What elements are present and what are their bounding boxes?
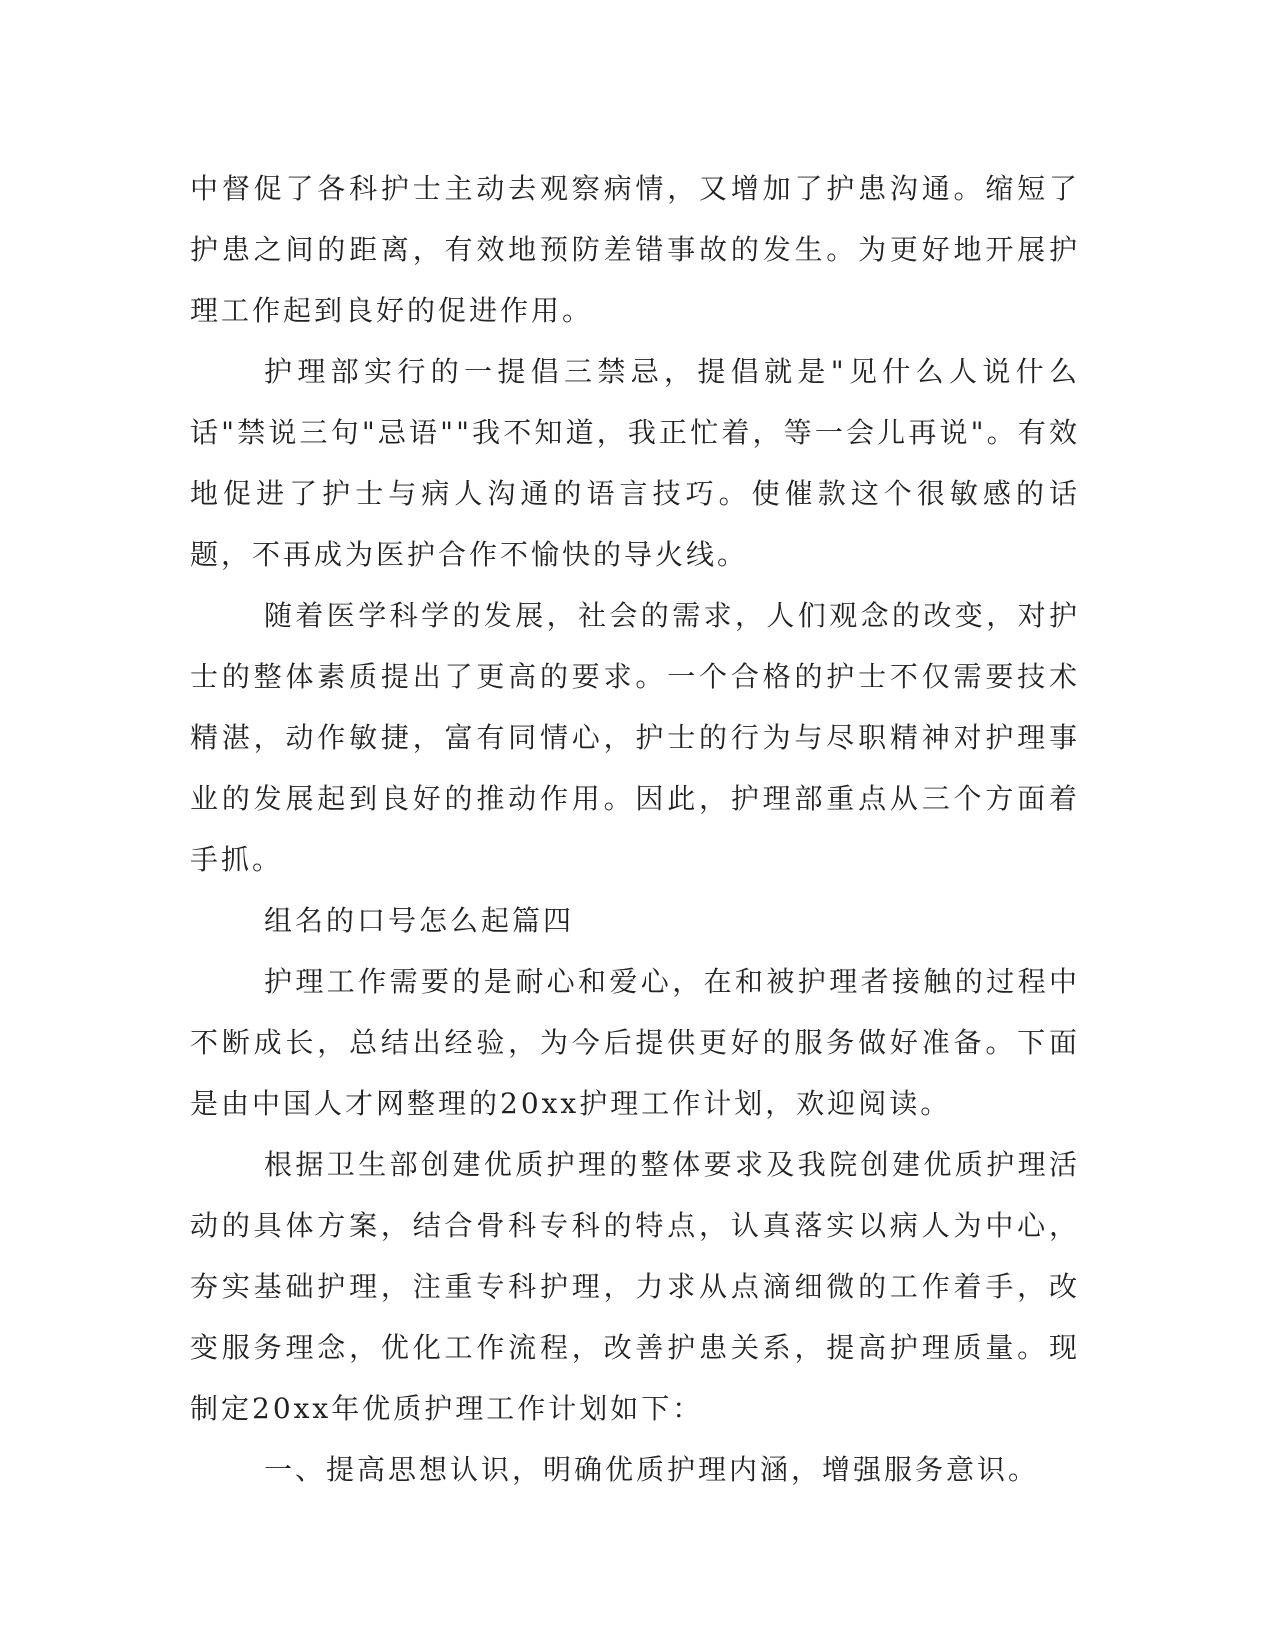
paragraph-intro: 护理工作需要的是耐心和爱心，在和被护理者接触的过程中不断成长，总结出经验，为今后提供更好的服务做好准备。下面是由中国人才网整理的20xx护理工作计划，欢迎阅读。	[190, 965, 1080, 1120]
paragraph-continued: 中督促了各科护士主动去观察病情，又增加了护患沟通。缩短了护患之间的距离，有效地预防差错事故的发生。为更好地开展护理工作起到良好的促进作用。	[190, 172, 1080, 327]
document-body	[190, 158, 1080, 1500]
paragraph-nurse-quality: 随着医学科学的发展，社会的需求，人们观念的改变，对护士的整体素质提出了更高的要求。一个合格的护士不仅需要技术精湛，动作敏捷，富有同情心，护士的行为与尽职精神对护理事业的发展起到良好的推动作用。因此，护理部重点从三个方面着手抓。	[190, 599, 1080, 876]
paragraph-plan-basis: 根据卫生部创建优质护理的整体要求及我院创建优质护理活动的具体方案，结合骨科专科的特点，认真落实以病人为中心，夯实基础护理，注重专科护理，力求从点滴细微的工作着手，改变服务理念，优化工作流程，改善护患关系，提高护理质量。现制定20xx年优质护理工作计划如下：	[190, 1148, 1080, 1425]
paragraph-one-advocate-three-taboos: 护理部实行的一提倡三禁忌，提倡就是"见什么人说什么话"禁说三句"忌语""我不知道，我正忙着，等一会儿再说"。有效地促进了护士与病人沟通的语言技巧。使催款这个很敏感的话题，不再成为医护合作不愉快的导火线。	[190, 355, 1080, 571]
paragraph-item-one: 一、提高思想认识，明确优质护理内涵，增强服务意识。	[264, 1453, 1040, 1486]
section-heading: 组名的口号怎么起篇四	[264, 904, 575, 937]
